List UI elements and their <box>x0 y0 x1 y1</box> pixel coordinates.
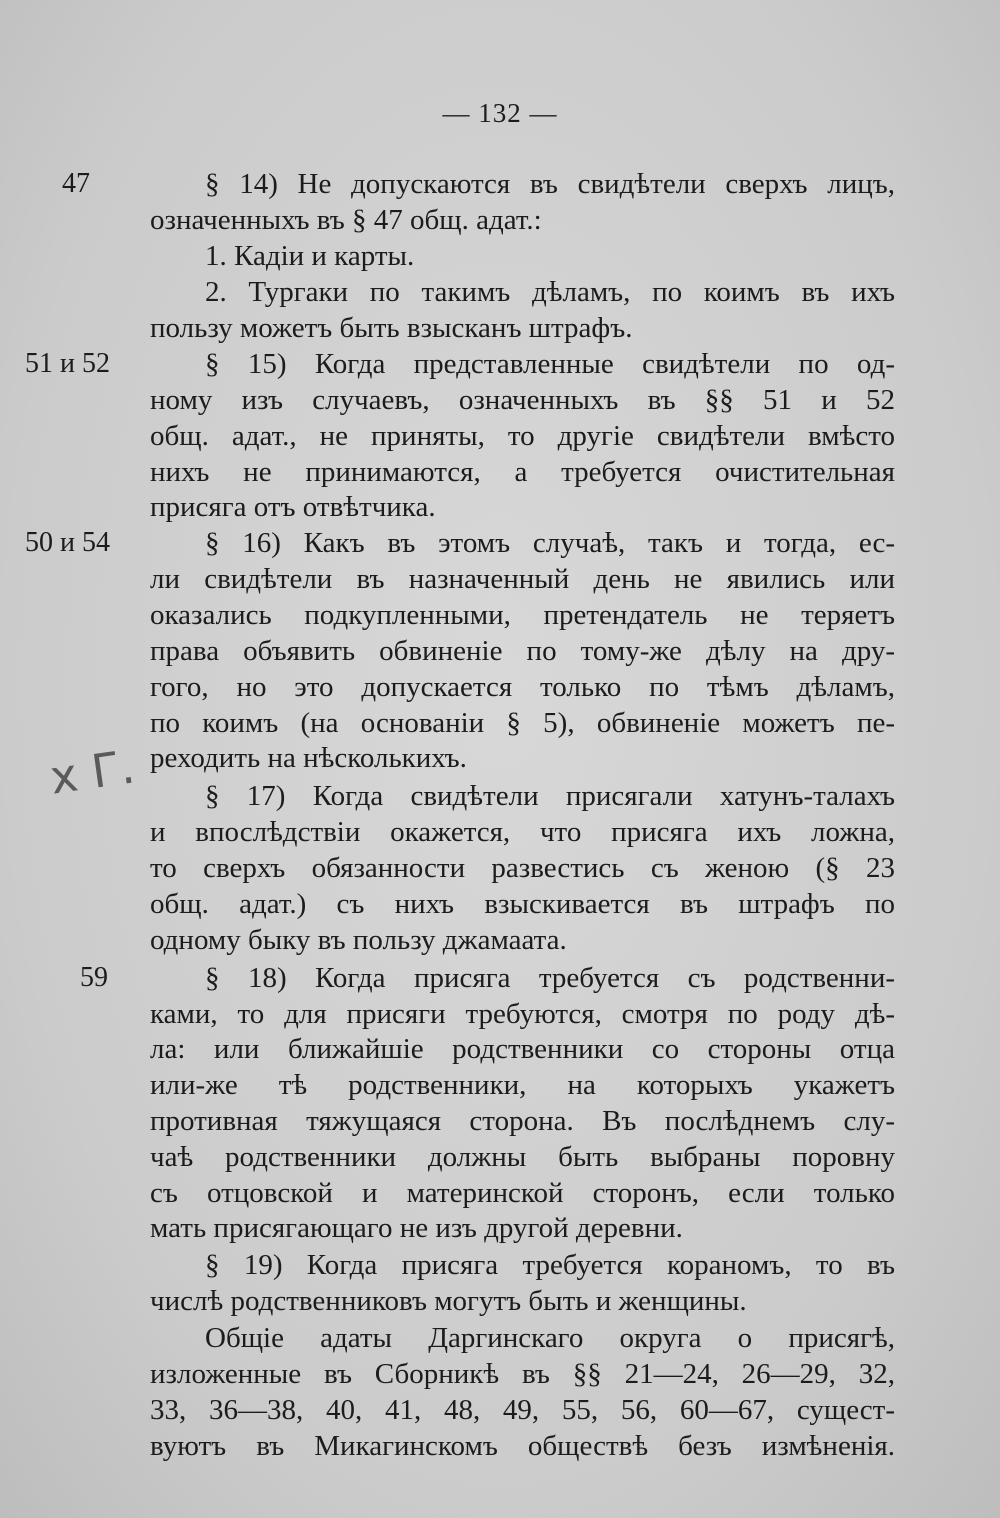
text-line: то сверхъ обязанности развестись съ женою (§ 23 <box>150 852 895 884</box>
text-line: общ. адат., не приняты, то другіе свидѣтели вмѣсто <box>150 420 895 452</box>
text-line: пользу можетъ быть взысканъ штрафъ. <box>150 312 633 344</box>
text-line: одному быку въ пользу джамаата. <box>150 924 567 956</box>
margin-note: 59 <box>80 962 108 993</box>
text-line: числѣ родственниковъ могутъ быть и женщины. <box>150 1285 747 1317</box>
text-line: реходить на нѣсколькихъ. <box>150 742 467 774</box>
text-line: присяга отъ отвѣтчика. <box>150 491 436 523</box>
text-line: изложенные въ Сборникѣ въ §§ 21—24, 26—29, 32, <box>150 1358 895 1390</box>
text-line: § 17) Когда свидѣтели присягали хатунъ-талахъ <box>205 780 895 812</box>
text-line: 1. Кадіи и карты. <box>205 240 415 272</box>
text-line: § 15) Когда представленные свидѣтели по од- <box>205 348 895 380</box>
text-line: § 18) Когда присяга требуется съ родственни- <box>205 962 895 994</box>
text-line: нихъ не принимаются, а требуется очистительная <box>150 456 895 488</box>
margin-note: 50 и 54 <box>25 527 110 558</box>
page-number: — 132 — <box>442 98 558 128</box>
text-line: § 16) Какъ въ этомъ случаѣ, такъ и тогда, ес- <box>205 527 895 559</box>
text-line: чаѣ родственники должны быть выбраны поровну <box>150 1141 895 1173</box>
margin-note: 47 <box>62 168 90 199</box>
text-line: ли свидѣтели въ назначенный день не явились или <box>150 563 895 595</box>
text-line: оказались подкупленными, претендатель не теряетъ <box>150 599 895 631</box>
text-line: и впослѣдствіи окажется, что присяга ихъ ложна, <box>150 816 895 848</box>
text-line: ла: или ближайшіе родственники со стороны отца <box>150 1033 895 1065</box>
text-line: ками, то для присяги требуются, смотря по роду дѣ- <box>150 998 895 1030</box>
text-line: 2. Тургаки по такимъ дѣламъ, по коимъ въ ихъ <box>205 276 895 308</box>
text-line: 33, 36—38, 40, 41, 48, 49, 55, 56, 60—67, сущест- <box>150 1394 895 1426</box>
text-line: ному изъ случаевъ, означенныхъ въ §§ 51 и 52 <box>150 384 895 416</box>
text-line: мать присягающаго не изъ другой деревни. <box>150 1212 683 1244</box>
text-line: или-же тѣ родственники, на которыхъ укажетъ <box>150 1069 895 1101</box>
handwritten-mark: х Г. <box>46 739 138 805</box>
text-line: права объявить обвиненіе по тому-же дѣлу на дру- <box>150 635 895 667</box>
text-line: по коимъ (на основаніи § 5), обвиненіе можетъ пе- <box>150 707 895 739</box>
text-line: вуютъ въ Микагинскомъ обществѣ безъ измѣненія. <box>150 1430 895 1462</box>
text-line: означенныхъ въ § 47 общ. адат.: <box>150 204 542 236</box>
text-line: общ. адат.) съ нихъ взыскивается въ штрафъ по <box>150 888 895 920</box>
text-line: § 19) Когда присяга требуется кораномъ, то въ <box>205 1249 895 1281</box>
margin-note: 51 и 52 <box>25 348 110 379</box>
text-line: § 14) Не допускаются въ свидѣтели сверхъ лицъ, <box>205 168 895 200</box>
text-line: Общіе адаты Даргинскаго округа о присягѣ, <box>205 1322 895 1354</box>
text-line: гого, но это допускается только по тѣмъ дѣламъ, <box>150 671 895 703</box>
text-line: противная тяжущаяся сторона. Въ послѣднемъ слу- <box>150 1105 895 1137</box>
text-line: съ отцовской и материнской сторонъ, если только <box>150 1177 895 1209</box>
